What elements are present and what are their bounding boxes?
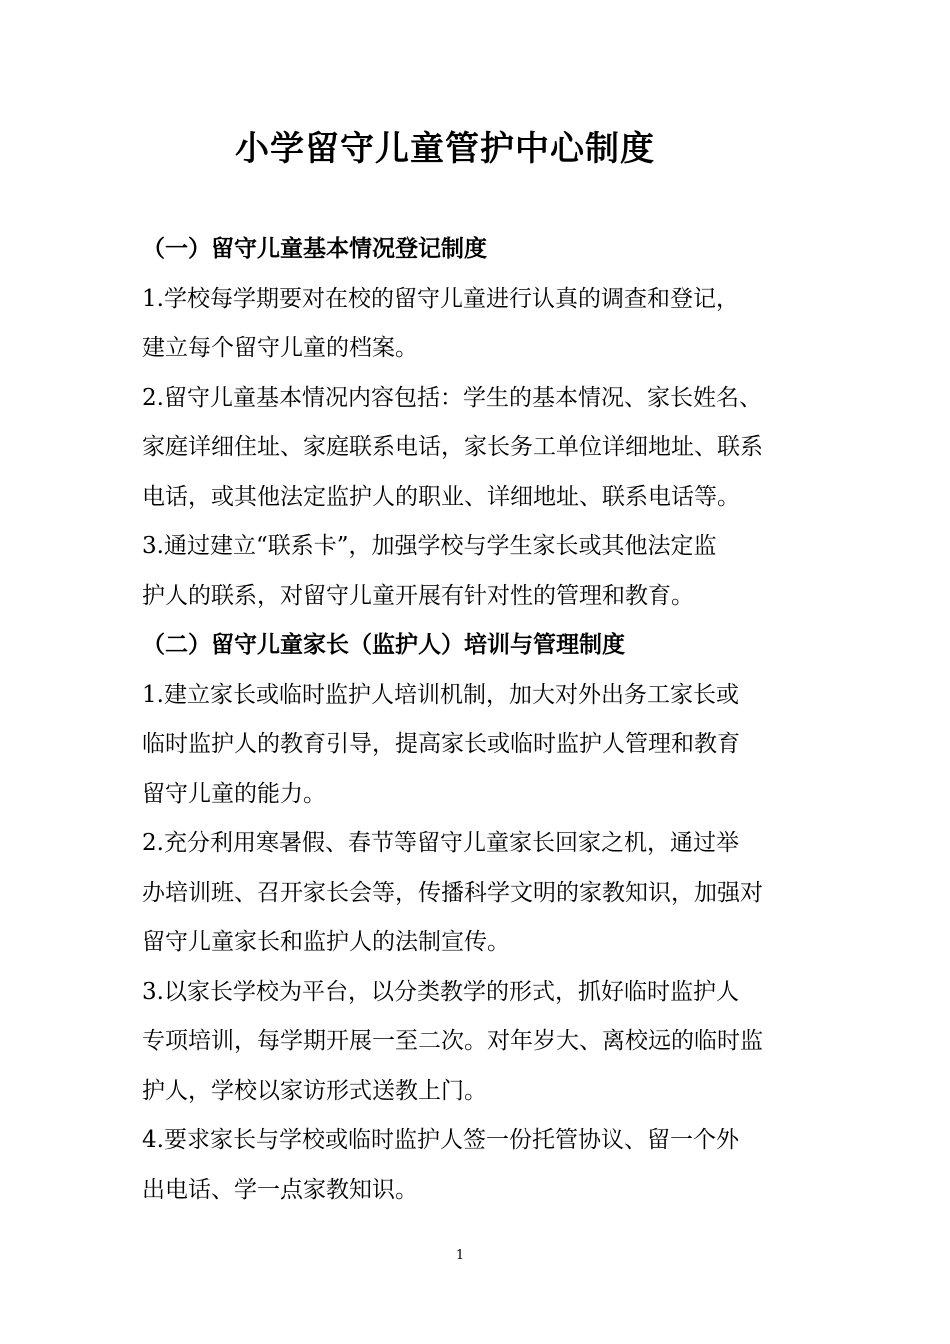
paragraph-line: 4.要求家长与学校或临时监护人签一份托管协议、留一个外 <box>142 1127 739 1153</box>
paragraph-line: 留守儿童的能力。 <box>142 780 326 807</box>
paragraph-line: 3.以家长学校为平台，以分类教学的形式，抓好临时监护人 <box>142 978 739 1005</box>
paragraph-line: 建立每个留守儿童的档案。 <box>142 335 418 361</box>
page-number: 1 <box>455 1248 465 1263</box>
document-body <box>142 228 812 1218</box>
paragraph-line: 专项培训，每学期开展一至二次。对年岁大、离校远的临时监 <box>142 1028 763 1054</box>
section-heading-2: （二）留守儿童家长（监护人）培训与管理制度 <box>142 631 625 658</box>
paragraph-line: 2.充分利用寒暑假、春节等留守儿童家长回家之机，通过举 <box>142 830 739 856</box>
paragraph-line: 留守儿童家长和监护人的法制宣传。 <box>142 929 510 955</box>
paragraph-line: 2.留守儿童基本情况内容包括：学生的基本情况、家长姓名、 <box>142 384 762 411</box>
paragraph-line: 办培训班、召开家长会等，传播科学文明的家教知识，加强对 <box>142 879 763 906</box>
paragraph-line: 1.建立家长或临时监护人培训机制，加大对外出务工家长或 <box>142 681 739 708</box>
paragraph-line: 家庭详细住址、家庭联系电话，家长务工单位详细地址、联系 <box>142 434 763 460</box>
paragraph-line: 护人，学校以家访形式送教上门。 <box>142 1077 487 1104</box>
document-title: 小学留守儿童管护中心制度 <box>235 129 655 169</box>
paragraph-line: 电话，或其他法定监护人的职业、详细地址、联系电话等。 <box>142 483 740 510</box>
paragraph-line: 3.通过建立“联系卡”，加强学校与学生家长或其他法定监 <box>142 533 717 559</box>
paragraph-line: 护人的联系，对留守儿童开展有针对性的管理和教育。 <box>142 582 694 609</box>
section-heading-1: （一）留守儿童基本情况登记制度 <box>142 235 487 262</box>
paragraph-line: 临时监护人的教育引导，提高家长或临时监护人管理和教育 <box>142 731 740 757</box>
paragraph-line: 出电话、学一点家教知识。 <box>142 1176 418 1203</box>
paragraph-line: 1.学校每学期要对在校的留守儿童进行认真的调查和登记， <box>142 285 739 312</box>
